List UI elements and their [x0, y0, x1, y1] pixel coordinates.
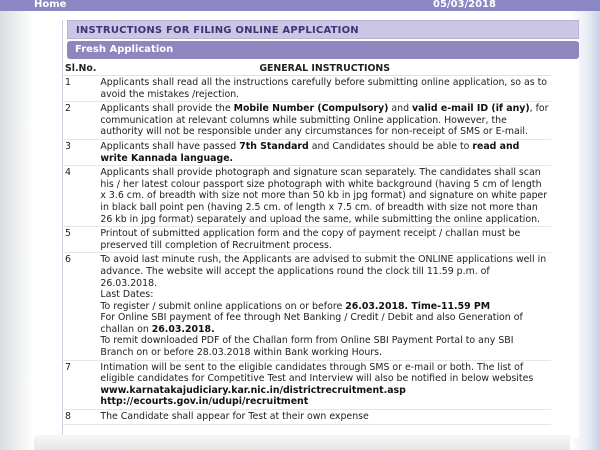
row-number: 7 — [63, 360, 98, 409]
col-header-no: Sl.No. — [65, 62, 97, 74]
text-paragraph — [100, 301, 549, 313]
row-text — [98, 139, 551, 165]
row-text — [98, 360, 551, 409]
row-text — [98, 253, 551, 360]
top-nav-bar — [0, 0, 600, 11]
text-fragment: Applicants shall have passed — [100, 140, 240, 152]
left-margin — [0, 11, 34, 450]
website-link[interactable]: www.karnatakajudiciary.kar.nic.in/districtrecruitment.asp — [100, 384, 406, 396]
row-number: 6 — [63, 253, 98, 360]
text-paragraph: To remit downloaded PDF of the Challan form from Online SBI Payment Portal to any SBI Branch on or before 28.03.2018 within Bank working Hours. — [100, 335, 514, 359]
table-row — [63, 360, 551, 409]
table-row — [63, 227, 551, 253]
table-row — [63, 76, 551, 102]
row-number: 3 — [63, 139, 98, 165]
page-title: INSTRUCTIONS FOR FILING ONLINE APPLICATION — [67, 20, 579, 39]
row-text: Applicants shall read all the instructions carefully before submitting online application, so as to avoid the mistakes /rejection. — [98, 76, 551, 102]
table-row — [63, 139, 551, 165]
row-number: 2 — [63, 102, 98, 140]
row-number: 5 — [63, 227, 98, 253]
bold-text: 26.03.2018. Time-11.59 PM — [345, 300, 491, 312]
text-fragment: For Online SBI payment of fee through Net Banking / Credit / Debit and also Generation of challan on — [100, 312, 523, 335]
row-number: 4 — [63, 166, 98, 227]
home-link[interactable]: Home — [34, 0, 67, 10]
text-paragraph: To avoid last minute rush, the Applicants are advised to submit the ONLINE applications well in advance. The website will accept the applications round the clock till 11.59 p.m. of 26.03.2018. — [100, 254, 547, 289]
instructions-panel — [62, 20, 579, 438]
bold-text: 7th Standard — [239, 140, 309, 152]
text-paragraph — [100, 312, 549, 335]
text-fragment: , for communication at relevant columns while submitting Online application. However, the authority will not be responsible under any circumstances for non-receipt of SMS or E-mail. — [100, 103, 549, 138]
text-fragment: and — [388, 103, 413, 115]
text-fragment: Applicants shall provide the — [100, 103, 234, 115]
row-text: Printout of submitted application form and the copy of payment receipt / challan must be preserved till completion of Recruitment process. — [98, 227, 551, 253]
current-date: 05/03/2018 — [433, 0, 496, 10]
instructions-table — [63, 62, 551, 425]
bold-text: Mobile Number (Compulsory) — [233, 103, 389, 115]
section-title: Fresh Application — [67, 41, 579, 59]
row-number: 1 — [63, 76, 98, 102]
bold-text: read and write Kannada language. — [100, 140, 520, 164]
text-fragment: To register / submit online applications on or before — [100, 300, 346, 312]
row-text: The Candidate shall appear for Test at their own expense — [98, 410, 551, 425]
table-header-row — [63, 62, 551, 76]
bold-text: 26.03.2018. — [151, 323, 215, 335]
row-text: Applicants shall provide photograph and signature scan separately. The candidates shall scan his / her latest colour passport size photograph with white background (having 5 cm of length x 3.6 cm. of breadth with size not more than 50 kb in jpg format) and signature on white paper in black ball point pen (having 2.5 cm. of length x 7.5 cm. of breadth with size not more than 26 kb in jpg format) separately and upload the same, while submitting the online application. — [98, 166, 551, 227]
table-row — [63, 166, 551, 227]
table-row — [63, 102, 551, 140]
col-header-instructions: GENERAL INSTRUCTIONS — [98, 62, 551, 76]
website-link[interactable]: http://ecourts.gov.in/udupi/recruitment — [100, 396, 309, 408]
row-number: 8 — [63, 410, 98, 425]
text-paragraph: Intimation will be sent to the eligible candidates through SMS or e-mail or both. The list of eligible candidates for Competitive Test and Interview will also be notified in below websites — [100, 361, 534, 385]
table-row — [63, 410, 551, 425]
bottom-fade — [34, 435, 570, 450]
bold-text: valid e-mail ID (if any) — [412, 103, 530, 115]
last-dates-label: Last Dates: — [100, 289, 154, 301]
text-fragment: and Candidates should be able to — [308, 140, 473, 152]
table-row — [63, 253, 551, 360]
row-text — [98, 102, 551, 140]
